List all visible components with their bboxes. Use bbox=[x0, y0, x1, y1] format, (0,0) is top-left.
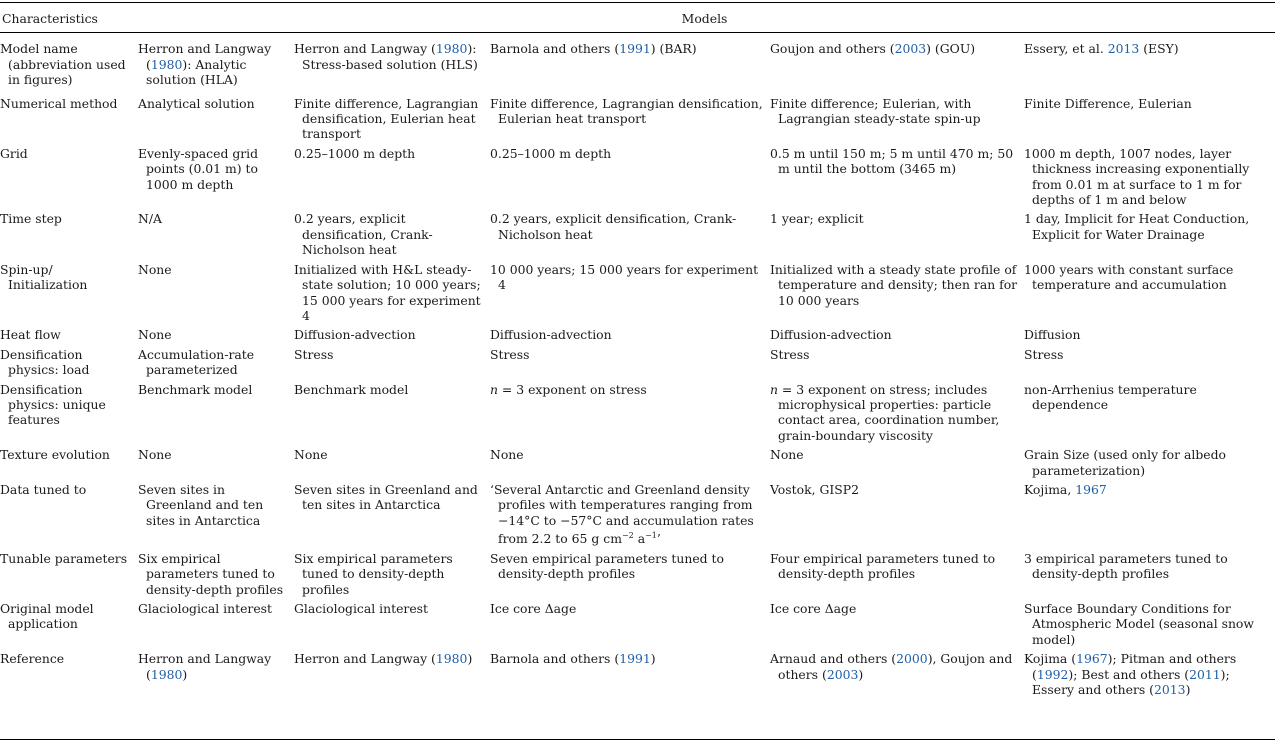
grid-gou: 0.5 m until 150 m; 5 m until 470 m; 50 m until the bottom (3465 m) bbox=[770, 145, 1014, 177]
texture-evolution-label: Texture evolution bbox=[0, 447, 110, 463]
tunable-parameters-bar: Seven empirical parameters tuned to density-depth profiles bbox=[490, 550, 724, 582]
numerical-method-bar: Finite difference, Lagrangian densification, Eulerian heat transport bbox=[490, 95, 763, 127]
original-model-application-bar: Ice core Δage bbox=[490, 600, 577, 616]
tunable-parameters-row bbox=[0, 547, 1275, 597]
densification-physics-load-label: Densification physics: load bbox=[0, 346, 90, 378]
reference-label: Reference bbox=[0, 651, 65, 667]
model-name-hls: Herron and Langway (1980): Stress-based solution (HLS) bbox=[294, 41, 478, 72]
original-model-application-row bbox=[0, 597, 1275, 647]
densification-physics-unique-features-bar: n = 3 exponent on stress bbox=[490, 381, 647, 397]
densification-physics-unique-features-hla: Benchmark model bbox=[138, 381, 253, 397]
original-model-application-gou: Ice core Δage bbox=[770, 600, 857, 616]
model-name-esy: Essery, et al. 2013 (ESY) bbox=[1024, 41, 1179, 57]
header-row bbox=[0, 4, 1275, 33]
spin-up-initialization-hls: Initialized with H&L steady-state solution; 10 000 years; 15 000 years for experiment 4 bbox=[294, 261, 481, 323]
tunable-parameters-esy: 3 empirical parameters tuned to density-depth profiles bbox=[1024, 550, 1228, 582]
reference-esy: Kojima (1967); Pitman and others (1992); Best and others (2011); Essery and others (2013) bbox=[1024, 651, 1237, 697]
reference-hla: Herron and Langway (1980) bbox=[138, 651, 272, 682]
grid-hls: 0.25–1000 m depth bbox=[294, 145, 416, 161]
reference-row bbox=[0, 647, 1275, 697]
data-tuned-to-hls: Seven sites in Greenland and ten sites in Antarctica bbox=[294, 481, 478, 513]
characteristics-header: Characteristics bbox=[0, 4, 138, 33]
tunable-parameters-hls: Six empirical parameters tuned to density-depth profiles bbox=[294, 550, 453, 597]
spin-up-initialization-bar: 10 000 years; 15 000 years for experiment 4 bbox=[490, 261, 759, 293]
numerical-method-gou: Finite difference; Eulerian, with Lagrangian steady-state spin-up bbox=[770, 95, 981, 127]
model-name-label: Model name (abbreviation used in figures) bbox=[0, 41, 126, 88]
spin-up-initialization-gou: Initialized with a steady state profile of temperature and density; then ran for 10 000 years bbox=[770, 261, 1018, 308]
densification-physics-load-bar: Stress bbox=[490, 346, 530, 362]
heat-flow-esy: Diffusion bbox=[1024, 327, 1081, 343]
densification-physics-load-gou: Stress bbox=[770, 346, 810, 362]
tunable-parameters-hla: Six empirical parameters tuned to density-depth profiles bbox=[138, 550, 284, 597]
numerical-method-hls: Finite difference, Lagrangian densification, Eulerian heat transport bbox=[294, 95, 479, 142]
texture-evolution-hla: None bbox=[138, 447, 172, 463]
texture-evolution-row bbox=[0, 443, 1275, 478]
spin-up-initialization-hla: None bbox=[138, 261, 172, 277]
spin-up-initialization-esy: 1000 years with constant surface temperature and accumulation bbox=[1024, 261, 1234, 293]
numerical-method-hla: Analytical solution bbox=[138, 95, 255, 111]
tunable-parameters-label: Tunable parameters bbox=[0, 550, 128, 566]
data-tuned-to-hla: Seven sites in Greenland and ten sites in Antarctica bbox=[138, 481, 264, 528]
reference-gou: Arnaud and others (2000), Goujon and others (2003) bbox=[770, 651, 1013, 682]
tunable-parameters-gou: Four empirical parameters tuned to density-depth profiles bbox=[770, 550, 996, 582]
original-model-application-esy: Surface Boundary Conditions for Atmospheric Model (seasonal snow model) bbox=[1024, 600, 1255, 647]
heat-flow-hla: None bbox=[138, 327, 172, 343]
densification-physics-load-row bbox=[0, 343, 1275, 378]
time-step-hls: 0.2 years, explicit densification, Crank-Nicholson heat bbox=[294, 211, 433, 258]
densification-physics-unique-features-label: Densification physics: unique features bbox=[0, 381, 106, 428]
grid-row bbox=[0, 142, 1275, 208]
bottom-rule bbox=[0, 739, 1275, 740]
reference-hls: Herron and Langway (1980) bbox=[294, 651, 473, 667]
densification-physics-unique-features-hls: Benchmark model bbox=[294, 381, 409, 397]
model-name-row bbox=[0, 33, 1275, 88]
time-step-esy: 1 day, Implicit for Heat Conduction, Explicit for Water Drainage bbox=[1024, 211, 1250, 242]
spin-up-initialization-row bbox=[0, 258, 1275, 324]
model-name-gou: Goujon and others (2003) (GOU) bbox=[770, 41, 976, 57]
model-comparison-table bbox=[0, 4, 1275, 697]
data-tuned-to-bar: ‘Several Antarctic and Greenland density profiles with temperatures ranging from −14°C to −57°C and accumulation rates from 2.2 to 65 g $cm^{-2}$ $a^{-1}$’ bbox=[490, 481, 754, 547]
densification-physics-unique-features-esy: non-Arrhenius temperature dependence bbox=[1024, 381, 1197, 412]
data-tuned-to-gou: Vostok, GISP2 bbox=[770, 481, 859, 497]
densification-physics-load-hls: Stress bbox=[294, 346, 334, 362]
reference-bar: Barnola and others (1991) bbox=[490, 651, 656, 667]
data-tuned-to-row bbox=[0, 478, 1275, 547]
model-name-bar: Barnola and others (1991) (BAR) bbox=[490, 41, 697, 57]
time-step-bar: 0.2 years, explicit densification, Crank-Nicholson heat bbox=[490, 211, 737, 242]
numerical-method-label: Numerical method bbox=[0, 95, 118, 111]
time-step-hla: N/A bbox=[138, 211, 162, 227]
original-model-application-hla: Glaciological interest bbox=[138, 600, 273, 616]
numerical-method-row bbox=[0, 88, 1275, 142]
data-tuned-to-esy: Kojima, 1967 bbox=[1024, 481, 1107, 497]
texture-evolution-bar: None bbox=[490, 447, 524, 463]
top-rule bbox=[0, 2, 1275, 3]
densification-physics-unique-features-row bbox=[0, 378, 1275, 444]
densification-physics-unique-features-gou: n = 3 exponent on stress; includes microphysical properties: particle contact area, coordination number, grain-boundary viscosity bbox=[770, 381, 1000, 443]
models-header: Models bbox=[138, 4, 1275, 33]
heat-flow-row bbox=[0, 323, 1275, 342]
heat-flow-hls: Diffusion-advection bbox=[294, 327, 416, 343]
heat-flow-bar: Diffusion-advection bbox=[490, 327, 612, 343]
grid-label: Grid bbox=[0, 145, 28, 161]
original-model-application-label: Original model application bbox=[0, 600, 94, 632]
data-tuned-to-label: Data tuned to bbox=[0, 481, 87, 497]
time-step-row bbox=[0, 207, 1275, 257]
grid-esy: 1000 m depth, 1007 nodes, layer thickness increasing exponentially from 0.01 m at surface to 1 m for depths of 1 m and below bbox=[1024, 145, 1250, 208]
texture-evolution-gou: None bbox=[770, 447, 804, 463]
texture-evolution-hls: None bbox=[294, 447, 328, 463]
numerical-method-esy: Finite Difference, Eulerian bbox=[1024, 95, 1192, 111]
grid-hla: Evenly-spaced grid points (0.01 m) to 1000 m depth bbox=[138, 145, 259, 192]
densification-physics-load-hla: Accumulation-rate parameterized bbox=[138, 346, 255, 378]
spin-up-initialization-label: Spin-up/ Initialization bbox=[0, 261, 88, 293]
time-step-gou: 1 year; explicit bbox=[770, 211, 864, 227]
densification-physics-load-esy: Stress bbox=[1024, 346, 1064, 362]
texture-evolution-esy: Grain Size (used only for albedo parameterization) bbox=[1024, 447, 1226, 478]
heat-flow-gou: Diffusion-advection bbox=[770, 327, 892, 343]
grid-bar: 0.25–1000 m depth bbox=[490, 145, 612, 161]
model-name-hla: Herron and Langway (1980): Analytic solution (HLA) bbox=[138, 41, 272, 88]
original-model-application-hls: Glaciological interest bbox=[294, 600, 429, 616]
time-step-label: Time step bbox=[0, 211, 62, 227]
heat-flow-label: Heat flow bbox=[0, 327, 61, 343]
